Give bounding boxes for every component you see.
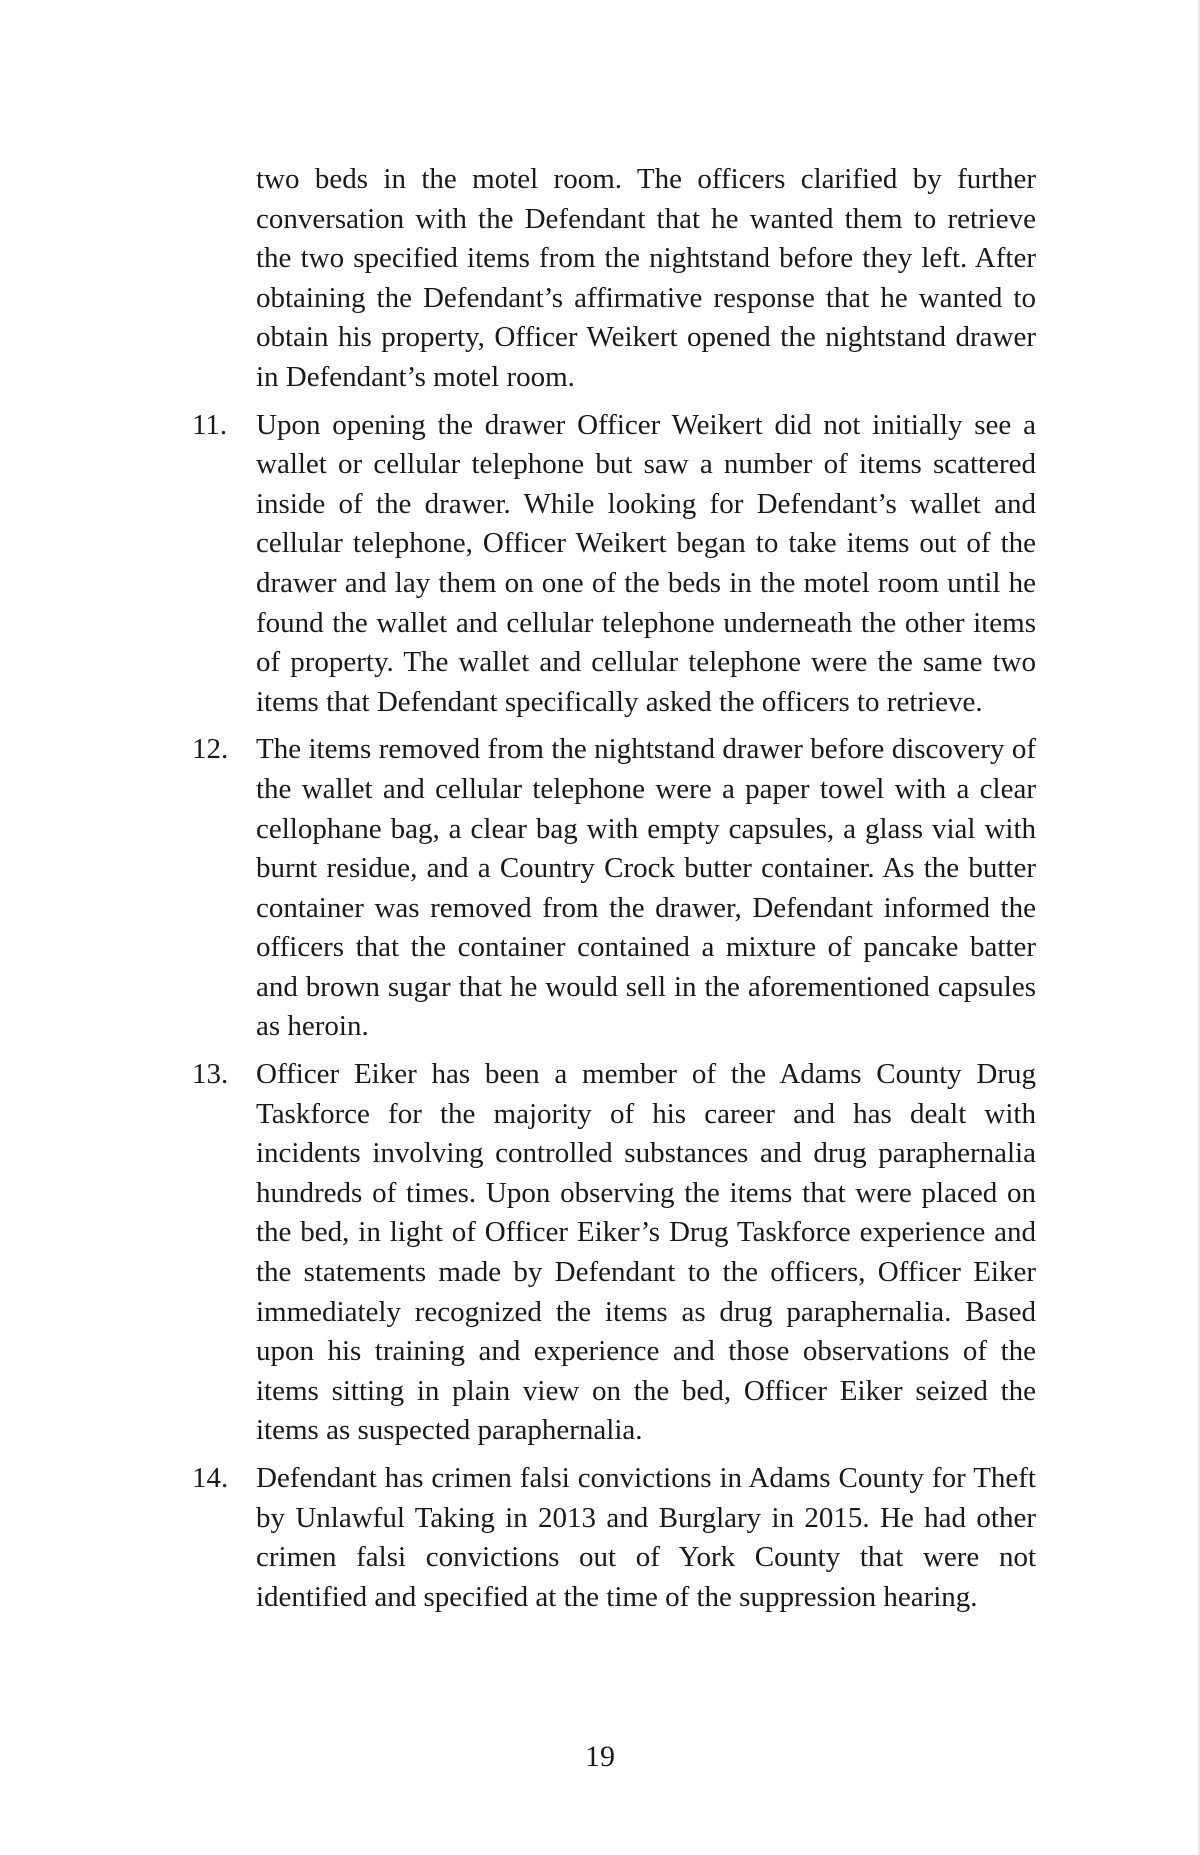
numbered-item-13	[192, 1055, 1036, 1451]
item-text: Upon opening the drawer Officer Weikert did not initially see a wallet or cellular telephone but saw a number of items scattered inside of the drawer. While looking for Defendant’s wallet and cellular telephone, Officer Weikert began to take items out of the drawer and lay them on one of the beds in the motel room until he found the wallet and cellular telephone underneath the other items of property. The wallet and cellular telephone were the same two items that Defendant specifically asked the officers to retrieve.	[256, 408, 1036, 718]
item-number: 11.	[192, 408, 228, 441]
continuation-paragraph: two beds in the motel room. The officers clarified by further conversation with the Defendant that he wanted them to retrieve the two specified items from the nightstand before they left. After obtaining the Defendant’s affirmative response that he wanted to obtain his property, Officer Weikert opened the nightstand drawer in Defendant’s motel room.	[256, 163, 1036, 393]
item-text: Officer Eiker has been a member of the Adams County Drug Taskforce for the majority of his career and has dealt with incidents involving controlled substances and drug paraphernalia hundreds of times. Upon observing the items that were placed on the bed, in light of Officer Eiker’s Drug Taskforce experience and the statements made by Defendant to the officers, Officer Eiker immediately recognized the items as drug paraphernalia. Based upon his training and experience and those observations of the items sitting in plain view on the bed, Officer Eiker seized the items as suspected paraphernalia.	[256, 1058, 1036, 1447]
item-number: 14.	[192, 1462, 229, 1494]
item-text: The items removed from the nightstand drawer before discovery of the wallet and cellular telephone were a paper towel with a clear cellophane bag, a clear bag with empty capsules, a glass vial with burnt residue, and a Country Crock butter container. As the butter container was removed from the drawer, Defendant informed the officers that the container contained a mixture of pancake batter and brown sugar that he would sell in the aforementioned capsules as heroin.	[256, 733, 1036, 1043]
item-text: Defendant has crimen falsi convictions in Adams County for Theft by Unlawful Taking in 2013 and Burglary in 2015. He had other crimen falsi convictions out of York County that were not identified and specified at the time of the suppression hearing.	[256, 1462, 1036, 1613]
numbered-item-11	[192, 406, 1036, 723]
numbered-item-14	[192, 1459, 1036, 1617]
document-body	[192, 160, 1036, 1617]
numbered-item-12	[192, 730, 1036, 1047]
page-number: 19	[585, 1740, 615, 1773]
item-number: 12.	[192, 733, 229, 766]
item-number: 13.	[192, 1058, 229, 1091]
